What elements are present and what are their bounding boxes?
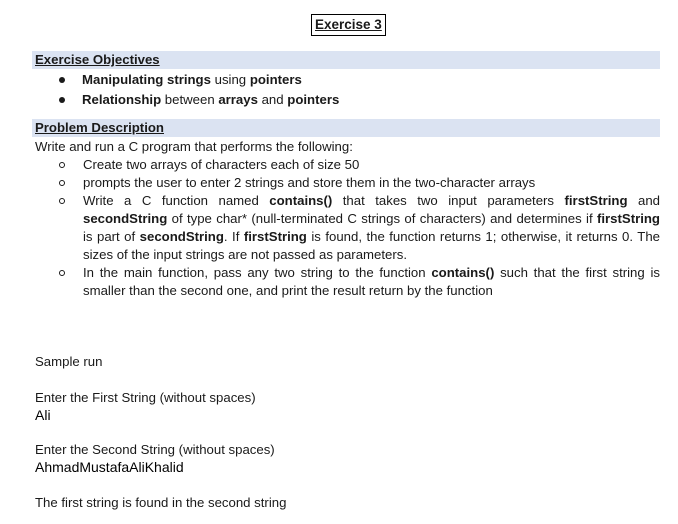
- step-item: Write a C function named contains() that takes two input parameters firstString and secondString of type char* (null-terminated C strings of characters) and determines if firstString is part of secondString. If firstString is found, the function returns 1; otherwise, it returns 0. The sizes of the input strings are not passed as parameters.: [56, 192, 660, 264]
- circle-bullet-icon: [59, 198, 65, 204]
- sample-prompt-2: Enter the Second String (without spaces): [35, 442, 275, 457]
- problem-heading: Problem Description: [35, 120, 164, 135]
- objectives-heading: Exercise Objectives: [35, 52, 160, 67]
- sample-run-label: Sample run: [35, 354, 103, 369]
- step-item: prompts the user to enter 2 strings and store them in the two-character arrays: [56, 174, 660, 192]
- objective-item: Relationship between arrays and pointers: [56, 90, 339, 110]
- circle-bullet-icon: [59, 162, 65, 168]
- objectives-list: [56, 70, 339, 110]
- exercise-title: Exercise 3: [311, 14, 386, 36]
- sample-input-2: AhmadMustafaAliKhalid: [35, 459, 184, 475]
- step-item: Create two arrays of characters each of size 50: [56, 156, 660, 174]
- sample-input-1: Ali: [35, 407, 51, 423]
- step-item: In the main function, pass any two string to the function contains() such that the first string is smaller than the second one, and print the result return by the function: [56, 264, 660, 300]
- problem-steps: [56, 156, 660, 300]
- problem-intro: Write and run a C program that performs the following:: [35, 139, 353, 154]
- sample-result: The first string is found in the second string: [35, 495, 287, 510]
- bullet-icon: [59, 97, 65, 103]
- sample-prompt-1: Enter the First String (without spaces): [35, 390, 256, 405]
- bullet-icon: [59, 77, 65, 83]
- circle-bullet-icon: [59, 270, 65, 276]
- objectives-header: [32, 51, 660, 69]
- circle-bullet-icon: [59, 180, 65, 186]
- objective-item: Manipulating strings using pointers: [56, 70, 339, 90]
- problem-header: [32, 119, 660, 137]
